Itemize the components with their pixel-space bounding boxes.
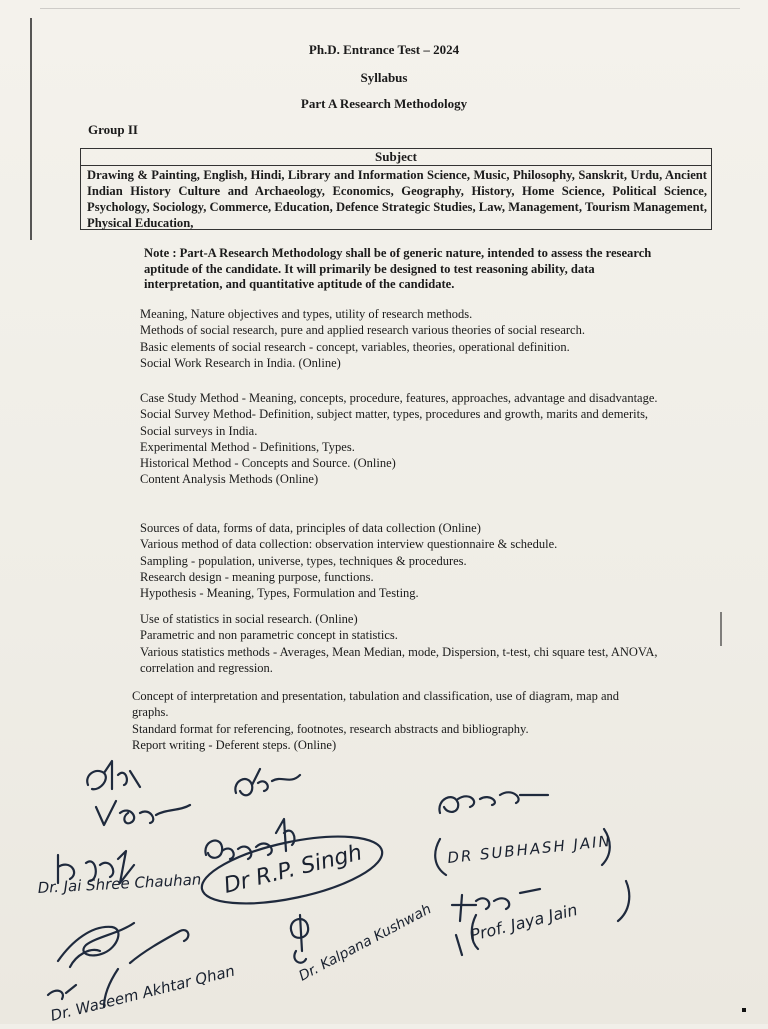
syllabus-line: Experimental Method - Definitions, Types. [140,439,355,454]
signatures-drawing [0,755,768,1024]
subject-table-heading: Subject [81,149,711,166]
syllabus-line: Standard format for referencing, footnotes, research abstracts and bibliography. [132,721,529,736]
syllabus-line: Content Analysis Methods (Online) [140,472,319,487]
syllabus-section-5 [132,688,652,753]
group-label: Group II [88,122,138,137]
scan-right-mark [720,612,722,646]
subject-list: Drawing & Painting, English, Hindi, Library and Information Science, Music, Philosophy, Sanskrit, Urdu, Ancient Indian History Culture and Archaeology, Economics, Geography, History, Home Science, Political Science, Psychology, Sociology, Commerce, Education, Defence Strategic Studies, Law, Management, Tourism Management, Physical Education, [87,168,707,230]
signature-name: DR SUBHASH JAIN [446,831,613,867]
methodology-note: Note : Part-A Research Methodology shall be of generic nature, intended to assess the research aptitude of the candidate. It will primarily be designed to test reasoning ability, data interpretation, and quantitative aptitude of the candidate. [144,246,652,291]
syllabus-line: Sources of data, forms of data, principles of data collection (Online) [140,521,481,535]
signature-stroke [87,761,140,789]
signature-stroke [291,915,308,963]
signature-stroke [96,801,190,825]
document-subtitle: Syllabus [360,70,408,85]
syllabus-line: Methods of social research, pure and applied research various theories of social research. [140,323,585,338]
syllabus-line: Social Work Research in India. (Online) [140,355,341,370]
syllabus-line: Concept of interpretation and presentation, tabulation and classification, use of diagram, map and graphs. [132,689,619,720]
syllabus-section-2 [140,390,668,488]
syllabus-line: Social Survey Method- Definition, subject matter, types, procedures and growth, marits and demerits, Social surveys in India. [140,407,649,438]
signature-stroke [439,792,548,813]
syllabus-line: Historical Method - Concepts and Source. (Online) [140,456,396,471]
subject-table [80,148,712,230]
signature-name: Dr. Kalpana Kushwah [296,901,435,985]
syllabus-line: Various method of data collection: observation interview questionnaire & schedule. [140,537,558,552]
scan-top-edge [40,8,740,9]
syllabus-line: Case Study Method - Meaning, concepts, procedure, features, approaches, advantage and disadvantage. [140,391,658,405]
syllabus-line: Parametric and non parametric concept in statistics. [140,628,398,643]
document-part-heading: Part A Research Methodology [300,96,468,111]
syllabus-line: Research design - meaning purpose, functions. [140,569,374,584]
syllabus-line: Report writing - Deferent steps. (Online) [132,737,337,752]
signature-area [0,755,768,1024]
signature-name: Dr. Jai Shree Chauhan [37,870,202,897]
document-title: Ph.D. Entrance Test – 2024 [308,42,460,57]
syllabus-section-3 [140,520,680,601]
signature-stroke [58,923,134,967]
syllabus-line: Basic elements of social research - concept, variables, theories, operational definition. [140,339,570,354]
signature-name: Prof. Jaya Jain [468,899,580,945]
scan-dot [742,1008,746,1012]
syllabus-line: Sampling - population, universe, types, techniques & procedures. [140,553,467,568]
signature-stroke [235,769,300,795]
signature-name: Dr R.P. Singh [221,840,365,899]
syllabus-section-4 [140,611,660,676]
syllabus-line: Use of statistics in social research. (Online) [140,612,358,626]
syllabus-section-1 [140,306,680,371]
syllabus-line: Meaning, Nature objectives and types, utility of research methods. [140,307,473,321]
syllabus-line: Various statistics methods - Averages, Mean Median, mode, Dispersion, t-test, chi square test, ANOVA, correlation and regression. [140,644,658,675]
signature-name: Dr. Waseem Akhtar Qhan [48,961,237,1024]
syllabus-line: Hypothesis - Meaning, Types, Formulation and Testing. [140,586,419,601]
